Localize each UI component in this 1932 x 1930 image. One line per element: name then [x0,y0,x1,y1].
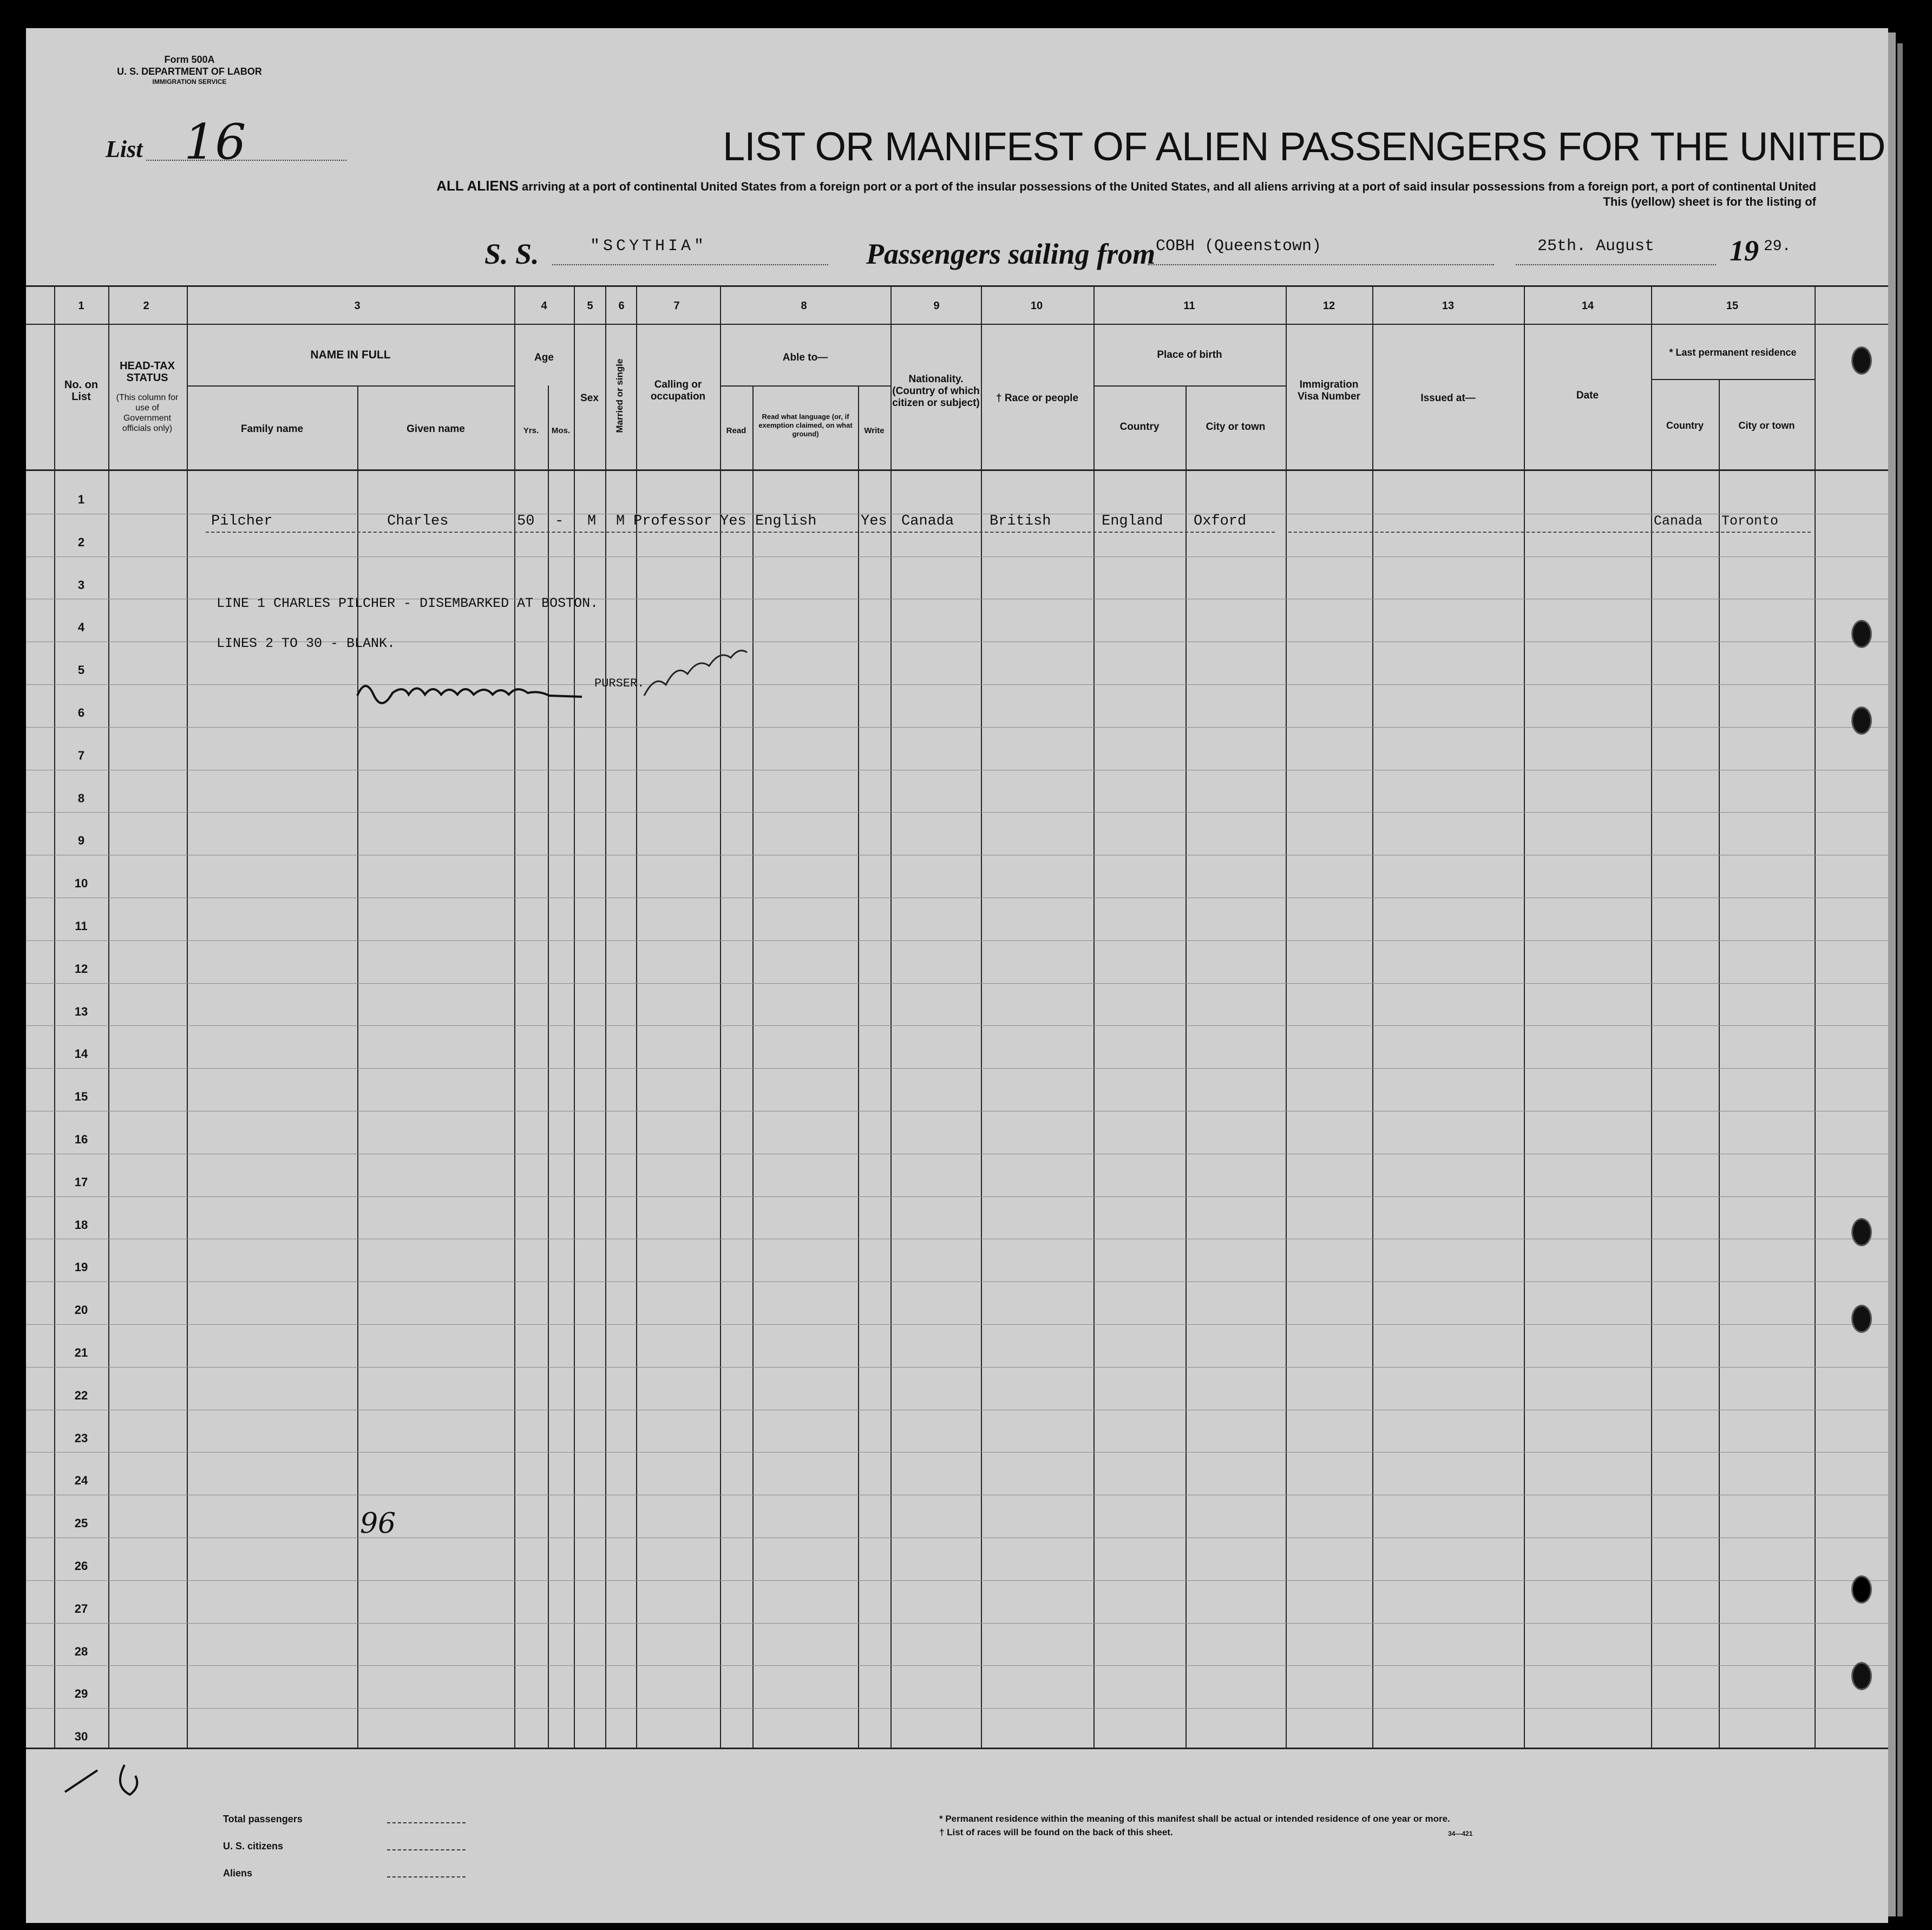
port: COBH (Queenstown) [1156,237,1322,256]
row-number: 20 [74,1303,88,1317]
col-line [890,285,892,1749]
entry-sex: M [587,513,597,529]
row-number: 14 [74,1047,88,1061]
list-number: 16 [184,114,246,171]
entry-read: Yes [720,513,746,529]
colnum: 14 [1581,300,1594,312]
entry-language: English [755,513,817,529]
date-line [1516,264,1716,265]
row-number: 11 [75,919,88,933]
binding-hole [1851,1575,1872,1604]
colnum: 1 [78,300,84,312]
entry-occupation: Professor [633,513,712,529]
entry-given-name: Charles [387,513,449,529]
able-subrule [720,385,890,387]
col-line [636,285,637,1749]
colnum: 4 [541,300,547,312]
header-given-name: Given name [407,423,465,435]
list-label: List [106,136,143,162]
entry-res-country: Canada [1654,513,1703,529]
table-bottom-rule [26,1748,1888,1749]
header-family-name: Family name [240,423,304,435]
col-line [187,285,188,1749]
birth-subrule [1093,385,1286,387]
col-line [108,285,109,1749]
row-rule [26,812,1888,813]
row-number: 22 [74,1389,88,1402]
header-head-tax-note: (This column for use of Government officials only) [116,393,179,433]
entry-birth-city: Oxford [1194,513,1247,529]
colnum-rule [26,324,1888,325]
footer-citizens-label: U. S. citizens [223,1841,284,1852]
header-issued-at: Issued at— [1420,392,1476,404]
col-line [605,285,606,1749]
subtitle-line1 [360,178,1816,194]
row-number: 24 [74,1474,88,1487]
header-no-on-list: No. on List [64,379,99,403]
colnum: 11 [1183,300,1195,312]
col-line [357,385,358,1749]
entry-age-months: - [555,513,564,529]
footer-code: 34—421 [1448,1830,1473,1837]
margin-mark [60,1754,168,1819]
col-line [1719,379,1720,1749]
colnum: 10 [1030,300,1043,312]
header-name-in-full: NAME IN FULL [310,349,391,361]
header-read: Read [726,426,746,435]
row-rule [26,1068,1888,1069]
col-line [1093,285,1095,1749]
row-number: 25 [74,1516,88,1530]
row-rule [26,940,1888,941]
row-rule [26,1452,1888,1453]
table-top-rule [26,285,1888,287]
colnum: 6 [618,300,625,312]
manifest-sheet [26,28,1888,1923]
row-number: 3 [77,578,85,592]
year-prefix: 19 [1730,234,1759,267]
entry-birth-country: England [1102,513,1163,529]
entry-dashes [206,532,1275,533]
header-race: † Race or people [996,392,1079,404]
entry-nationality: Canada [901,513,954,529]
binding-hole [1851,706,1872,735]
header-head-tax: HEAD-TAX STATUS [120,360,175,384]
row-number: 18 [74,1218,88,1232]
entry-dashes-right [1288,532,1811,533]
ship-name: "SCYTHIA" [590,237,708,256]
subtitle-line2: This (yellow) sheet is for the listing of [1603,195,1816,208]
col-line [1651,285,1652,1749]
header-bottom-rule [26,469,1888,471]
header-last-residence: * Last permanent residence [1669,347,1797,358]
colnum: 8 [801,300,807,312]
row-rule [26,1665,1888,1666]
row-rule [26,727,1888,728]
note-blank-lines: LINES 2 TO 30 - BLANK. [217,636,396,651]
col-line [548,385,549,1749]
col-line [752,385,754,1749]
row-number: 8 [77,791,85,805]
row-number: 29 [74,1687,88,1700]
col-line [54,285,55,1749]
subtitle-bold: ALL ALIENS [436,178,519,194]
row-number: 16 [74,1133,88,1146]
row-number: 15 [74,1090,88,1103]
col-line [858,385,859,1749]
entry-age-years: 50 [517,513,535,529]
row-number: 19 [74,1260,88,1274]
header-birth-country: Country [1119,421,1160,433]
col-line [981,285,982,1749]
header-res-country: Country [1666,420,1704,431]
service: IMMIGRATION SERVICE [152,78,227,86]
note-disembarked: LINE 1 CHARLES PILCHER - DISEMBARKED AT BOSTON. [217,596,599,611]
name-subrule [187,385,514,387]
stamp-number: 96 [360,1505,396,1538]
colnum: 5 [587,300,593,312]
binding-hole [1851,346,1872,375]
binding-hole [1851,1218,1872,1246]
port-line [1148,264,1494,265]
manifest-title: LIST OR MANIFEST OF ALIEN PASSENGERS FOR THE UNITED [723,124,1885,169]
col-line [574,285,575,1749]
subtitle-text: arriving at a port of continental United States from a foreign port or a port of the insular possessions of the United States, and all aliens arriving at a port of said insular possessions from a foreign port, a port of continental United [522,180,1816,193]
row-rule [26,1025,1888,1026]
entry-family-name: Pilcher [211,513,273,529]
header-yrs: Yrs. [523,426,539,435]
row-number: 13 [74,1005,88,1018]
row-number: 26 [74,1559,88,1573]
list-number-line [146,160,346,161]
department: U. S. DEPARTMENT OF LABOR [117,66,262,77]
colnum: 12 [1322,300,1335,312]
ss-label: S. S. [484,238,539,270]
entry-write: Yes [861,513,887,529]
header-sex: Sex [580,392,599,404]
header-date: Date [1576,390,1599,401]
row-rule [26,1281,1888,1282]
col-line [514,285,515,1749]
entry-res-city: Toronto [1721,513,1779,529]
header-res-city: City or town [1738,420,1795,431]
row-rule [26,1580,1888,1581]
col-line [1372,285,1373,1749]
header-married: Married or single [614,358,625,433]
purser-label: PURSER. [594,677,645,690]
row-number: 10 [74,876,88,890]
row-number: 2 [77,535,85,549]
header-mos: Mos. [551,426,571,435]
row-number: 30 [74,1730,88,1743]
footer-aliens-label: Aliens [223,1868,253,1879]
colnum: 7 [673,300,680,312]
row-number: 12 [74,962,88,976]
year-suffix: 29. [1764,238,1791,255]
footer-citizens-line [387,1849,466,1850]
row-rule [26,1708,1888,1709]
header-birth-city: City or town [1206,421,1266,433]
row-rule [26,684,1888,685]
sailing-date: 25th. August [1537,237,1655,256]
binding-hole [1851,620,1872,648]
handwritten-annotation [639,642,763,701]
purser-signature [355,674,593,712]
row-number: 28 [74,1645,88,1658]
header-write: Write [864,426,885,435]
row-number: 5 [77,663,85,677]
row-number: 21 [74,1346,88,1359]
form-number: Form 500A [164,54,215,65]
col-line [1524,285,1525,1749]
row-number: 9 [77,834,85,847]
signature-scribble [355,674,593,706]
row-rule [26,1367,1888,1368]
page-edge-2 [1897,43,1903,1916]
entry-race: British [990,513,1051,529]
colnum: 3 [354,300,361,312]
binding-hole [1851,1305,1872,1333]
colnum: 2 [143,300,149,312]
col-line [1186,385,1187,1749]
page-edge [1888,32,1896,1916]
colnum: 9 [933,300,940,312]
header-nationality: Nationality. (Country of which citizen or subject) [892,374,980,409]
sailing-label: Passengers sailing from [866,238,1156,270]
row-number: 17 [74,1175,88,1189]
header-calling: Calling or occupation [650,379,706,402]
margin-scribble [60,1754,168,1821]
row-number: 23 [74,1431,88,1445]
row-rule [26,1623,1888,1624]
row-number: 27 [74,1602,88,1615]
col-line [720,285,721,1749]
header-able-to: Able to— [782,352,828,363]
row-rule [26,1324,1888,1325]
footer-total-label: Total passengers [223,1814,303,1824]
row-rule [26,1196,1888,1197]
annotation-scribble [639,642,763,701]
header-visa: Immigration Visa Number [1298,379,1360,402]
footer-total-line [387,1822,466,1823]
ship-line [552,264,828,265]
row-number: 1 [77,493,85,506]
residence-subrule [1651,379,1815,380]
col-line [1286,285,1287,1749]
entry-married: M [616,513,625,529]
footer-note-residence: * Permanent residence within the meaning of this manifest shall be actual or intended residence of one year or more. [939,1814,1450,1824]
footer-aliens-line [387,1876,466,1877]
header-place-of-birth: Place of birth [1157,349,1222,361]
row-number: 4 [77,620,85,634]
row-number: 7 [77,749,85,762]
header-age: Age [534,352,554,363]
row-number: 6 [77,706,85,719]
colnum: 13 [1442,300,1455,312]
binding-hole [1851,1662,1872,1690]
footer-note-races: † List of races will be found on the back of this sheet. [939,1827,1173,1837]
col-line [1815,285,1816,1749]
row-rule [26,983,1888,984]
header-read-language: Read what language (or, if exemption claimed, on what ground) [758,413,853,438]
colnum: 15 [1726,300,1739,312]
